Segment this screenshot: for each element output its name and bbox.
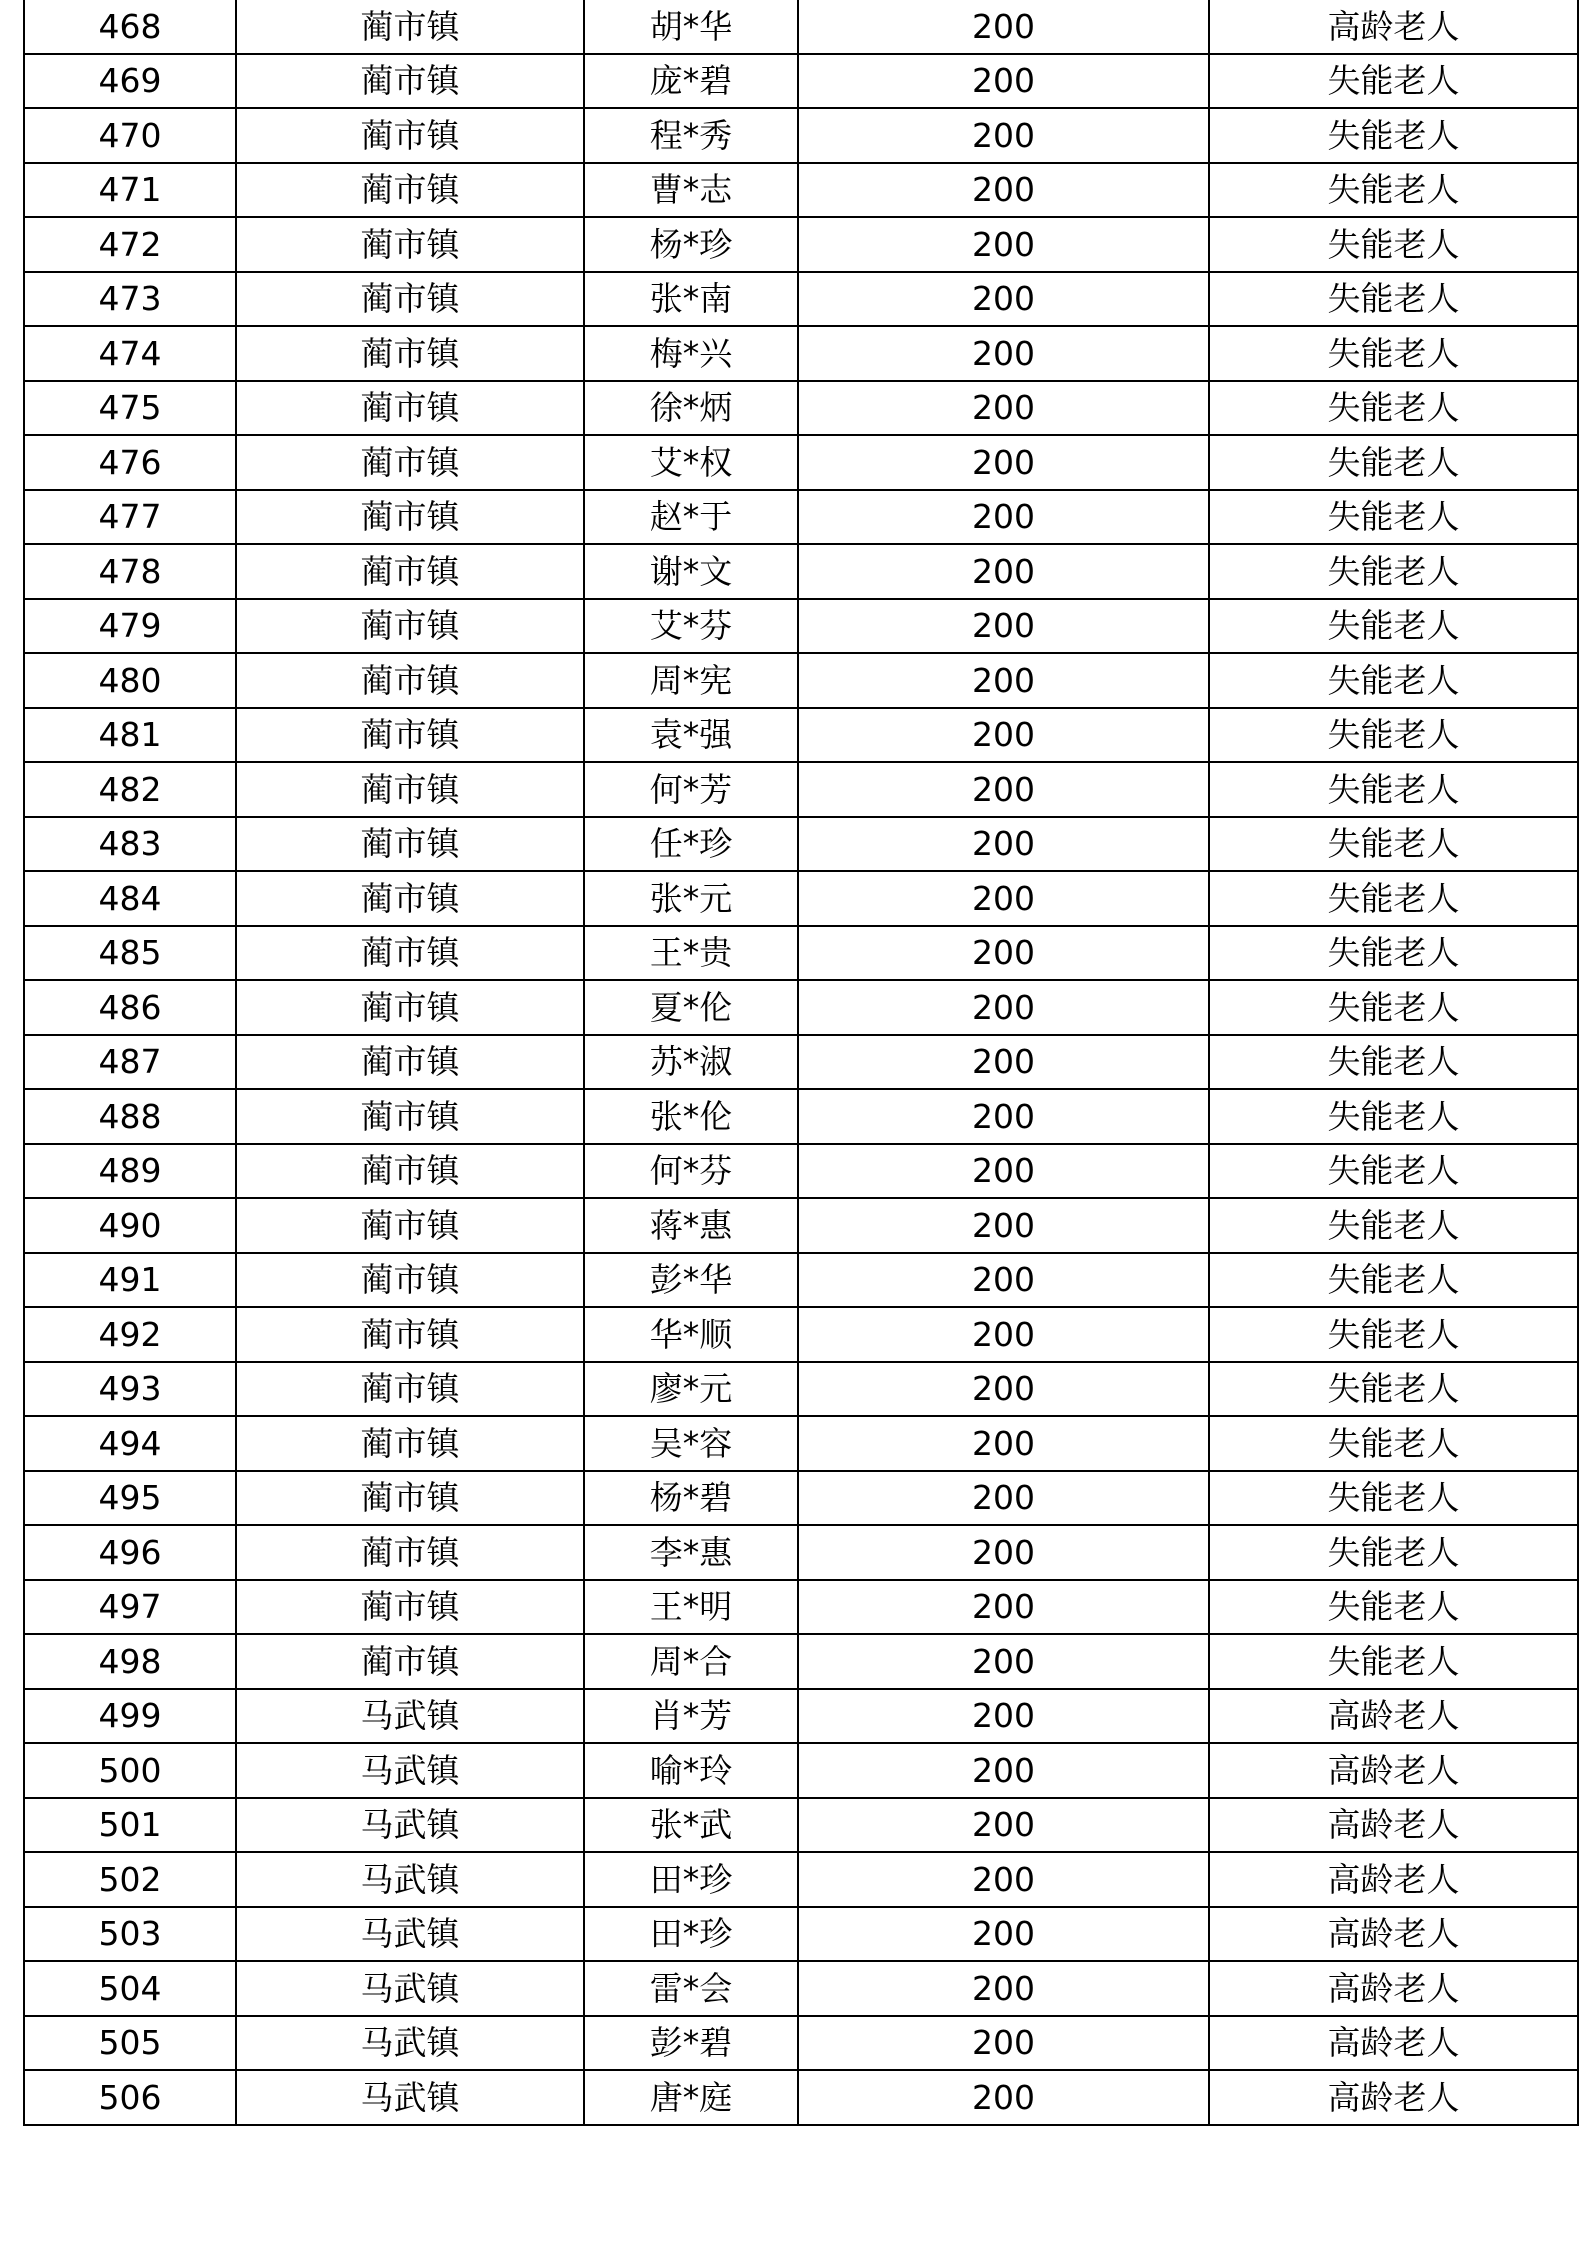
amount-cell: 200 [798,2016,1209,2071]
table-row [24,272,1578,327]
name-cell: 王*贵 [584,926,798,981]
town-cell: 马武镇 [236,1961,584,2016]
table-row [24,544,1578,599]
name-cell: 夏*伦 [584,980,798,1035]
amount-cell: 200 [798,381,1209,436]
amount-cell: 200 [798,435,1209,490]
town-cell: 马武镇 [236,1798,584,1853]
town-cell: 蔺市镇 [236,108,584,163]
amount-cell: 200 [798,653,1209,708]
row-number-cell: 496 [24,1525,236,1580]
category-cell: 失能老人 [1209,272,1578,327]
amount-cell: 200 [798,1798,1209,1853]
name-cell: 赵*于 [584,490,798,545]
row-number-cell: 470 [24,108,236,163]
category-cell: 失能老人 [1209,1035,1578,1090]
row-number-cell: 468 [24,0,236,54]
amount-cell: 200 [798,2070,1209,2125]
row-number-cell: 498 [24,1634,236,1689]
amount-cell: 200 [798,1035,1209,1090]
row-number-cell: 473 [24,272,236,327]
town-cell: 蔺市镇 [236,871,584,926]
name-cell: 华*顺 [584,1307,798,1362]
town-cell: 蔺市镇 [236,54,584,109]
table-row [24,926,1578,981]
name-cell: 喻*玲 [584,1743,798,1798]
table-row [24,1907,1578,1962]
amount-cell: 200 [798,708,1209,763]
town-cell: 蔺市镇 [236,817,584,872]
category-cell: 失能老人 [1209,1416,1578,1471]
town-cell: 蔺市镇 [236,1089,584,1144]
category-cell: 失能老人 [1209,54,1578,109]
table-row [24,1525,1578,1580]
amount-cell: 200 [798,1253,1209,1308]
town-cell: 蔺市镇 [236,926,584,981]
name-cell: 田*珍 [584,1852,798,1907]
name-cell: 何*芳 [584,762,798,817]
town-cell: 蔺市镇 [236,544,584,599]
row-number-cell: 484 [24,871,236,926]
town-cell: 蔺市镇 [236,163,584,218]
category-cell: 失能老人 [1209,871,1578,926]
town-cell: 蔺市镇 [236,272,584,327]
row-number-cell: 495 [24,1471,236,1526]
town-cell: 蔺市镇 [236,1035,584,1090]
table-row [24,1852,1578,1907]
category-cell: 失能老人 [1209,817,1578,872]
category-cell: 高龄老人 [1209,1689,1578,1744]
table-container [23,0,1577,2126]
table-row [24,1743,1578,1798]
category-cell: 失能老人 [1209,217,1578,272]
category-cell: 失能老人 [1209,980,1578,1035]
name-cell: 何*芬 [584,1144,798,1199]
town-cell: 蔺市镇 [236,1198,584,1253]
category-cell: 失能老人 [1209,1253,1578,1308]
name-cell: 曹*志 [584,163,798,218]
amount-cell: 200 [798,1416,1209,1471]
town-cell: 蔺市镇 [236,0,584,54]
name-cell: 周*宪 [584,653,798,708]
town-cell: 马武镇 [236,1689,584,1744]
town-cell: 蔺市镇 [236,490,584,545]
town-cell: 蔺市镇 [236,1471,584,1526]
category-cell: 失能老人 [1209,381,1578,436]
row-number-cell: 482 [24,762,236,817]
category-cell: 失能老人 [1209,1307,1578,1362]
name-cell: 杨*碧 [584,1471,798,1526]
table-row [24,435,1578,490]
row-number-cell: 485 [24,926,236,981]
row-number-cell: 474 [24,326,236,381]
row-number-cell: 494 [24,1416,236,1471]
town-cell: 马武镇 [236,1852,584,1907]
table-row [24,1362,1578,1417]
name-cell: 谢*文 [584,544,798,599]
table-row [24,108,1578,163]
category-cell: 失能老人 [1209,1089,1578,1144]
row-number-cell: 480 [24,653,236,708]
table-row [24,381,1578,436]
name-cell: 彭*碧 [584,2016,798,2071]
category-cell: 失能老人 [1209,926,1578,981]
name-cell: 周*合 [584,1634,798,1689]
table-row [24,1307,1578,1362]
name-cell: 张*南 [584,272,798,327]
category-cell: 失能老人 [1209,1362,1578,1417]
table-row [24,326,1578,381]
amount-cell: 200 [798,1961,1209,2016]
row-number-cell: 497 [24,1580,236,1635]
row-number-cell: 472 [24,217,236,272]
amount-cell: 200 [798,163,1209,218]
town-cell: 蔺市镇 [236,653,584,708]
amount-cell: 200 [798,1743,1209,1798]
category-cell: 失能老人 [1209,435,1578,490]
table-row [24,1580,1578,1635]
table-body [24,0,1578,2125]
category-cell: 高龄老人 [1209,2016,1578,2071]
town-cell: 马武镇 [236,2016,584,2071]
row-number-cell: 504 [24,1961,236,2016]
category-cell: 失能老人 [1209,762,1578,817]
name-cell: 艾*芬 [584,599,798,654]
table-row [24,54,1578,109]
row-number-cell: 477 [24,490,236,545]
category-cell: 失能老人 [1209,163,1578,218]
table-row [24,1089,1578,1144]
category-cell: 失能老人 [1209,1198,1578,1253]
amount-cell: 200 [798,1689,1209,1744]
table-row [24,1689,1578,1744]
name-cell: 田*珍 [584,1907,798,1962]
row-number-cell: 492 [24,1307,236,1362]
category-cell: 失能老人 [1209,599,1578,654]
amount-cell: 200 [798,1144,1209,1199]
row-number-cell: 500 [24,1743,236,1798]
amount-cell: 200 [798,871,1209,926]
row-number-cell: 503 [24,1907,236,1962]
town-cell: 蔺市镇 [236,326,584,381]
table-row [24,1634,1578,1689]
town-cell: 马武镇 [236,1907,584,1962]
table-row [24,708,1578,763]
name-cell: 杨*珍 [584,217,798,272]
amount-cell: 200 [798,1307,1209,1362]
name-cell: 艾*权 [584,435,798,490]
amount-cell: 200 [798,544,1209,599]
row-number-cell: 488 [24,1089,236,1144]
table-row [24,871,1578,926]
table-row [24,0,1578,54]
table-row [24,1798,1578,1853]
row-number-cell: 490 [24,1198,236,1253]
name-cell: 王*明 [584,1580,798,1635]
row-number-cell: 469 [24,54,236,109]
amount-cell: 200 [798,490,1209,545]
town-cell: 蔺市镇 [236,381,584,436]
table-row [24,762,1578,817]
row-number-cell: 501 [24,1798,236,1853]
name-cell: 肖*芳 [584,1689,798,1744]
town-cell: 马武镇 [236,1743,584,1798]
name-cell: 苏*淑 [584,1035,798,1090]
table-row [24,217,1578,272]
row-number-cell: 476 [24,435,236,490]
row-number-cell: 479 [24,599,236,654]
row-number-cell: 483 [24,817,236,872]
table-row [24,1035,1578,1090]
table-row [24,1471,1578,1526]
category-cell: 失能老人 [1209,653,1578,708]
category-cell: 高龄老人 [1209,1961,1578,2016]
town-cell: 蔺市镇 [236,435,584,490]
name-cell: 吴*容 [584,1416,798,1471]
town-cell: 蔺市镇 [236,762,584,817]
amount-cell: 200 [798,1634,1209,1689]
table-row [24,980,1578,1035]
amount-cell: 200 [798,0,1209,54]
row-number-cell: 486 [24,980,236,1035]
table-row [24,1961,1578,2016]
town-cell: 蔺市镇 [236,1253,584,1308]
amount-cell: 200 [798,1362,1209,1417]
town-cell: 蔺市镇 [236,1525,584,1580]
amount-cell: 200 [798,1089,1209,1144]
category-cell: 失能老人 [1209,1144,1578,1199]
town-cell: 蔺市镇 [236,1307,584,1362]
town-cell: 马武镇 [236,2070,584,2125]
table-row [24,1253,1578,1308]
name-cell: 胡*华 [584,0,798,54]
table-row [24,1416,1578,1471]
subsidy-table [23,0,1579,2126]
table-row [24,653,1578,708]
row-number-cell: 471 [24,163,236,218]
row-number-cell: 502 [24,1852,236,1907]
town-cell: 蔺市镇 [236,1416,584,1471]
amount-cell: 200 [798,980,1209,1035]
table-row [24,1198,1578,1253]
name-cell: 梅*兴 [584,326,798,381]
name-cell: 廖*元 [584,1362,798,1417]
category-cell: 高龄老人 [1209,1852,1578,1907]
name-cell: 彭*华 [584,1253,798,1308]
name-cell: 徐*炳 [584,381,798,436]
category-cell: 高龄老人 [1209,1743,1578,1798]
row-number-cell: 489 [24,1144,236,1199]
town-cell: 蔺市镇 [236,599,584,654]
town-cell: 蔺市镇 [236,1144,584,1199]
category-cell: 失能老人 [1209,1634,1578,1689]
category-cell: 失能老人 [1209,108,1578,163]
table-row [24,817,1578,872]
amount-cell: 200 [798,217,1209,272]
amount-cell: 200 [798,762,1209,817]
name-cell: 任*珍 [584,817,798,872]
row-number-cell: 478 [24,544,236,599]
row-number-cell: 481 [24,708,236,763]
row-number-cell: 505 [24,2016,236,2071]
category-cell: 失能老人 [1209,1471,1578,1526]
town-cell: 蔺市镇 [236,980,584,1035]
town-cell: 蔺市镇 [236,1362,584,1417]
amount-cell: 200 [798,1907,1209,1962]
amount-cell: 200 [798,1525,1209,1580]
name-cell: 唐*庭 [584,2070,798,2125]
category-cell: 高龄老人 [1209,0,1578,54]
table-row [24,163,1578,218]
name-cell: 张*元 [584,871,798,926]
name-cell: 庞*碧 [584,54,798,109]
category-cell: 失能老人 [1209,326,1578,381]
amount-cell: 200 [798,599,1209,654]
amount-cell: 200 [798,1471,1209,1526]
category-cell: 失能老人 [1209,1580,1578,1635]
name-cell: 张*武 [584,1798,798,1853]
category-cell: 高龄老人 [1209,1907,1578,1962]
name-cell: 蒋*惠 [584,1198,798,1253]
row-number-cell: 493 [24,1362,236,1417]
amount-cell: 200 [798,54,1209,109]
category-cell: 失能老人 [1209,490,1578,545]
row-number-cell: 487 [24,1035,236,1090]
table-row [24,2070,1578,2125]
town-cell: 蔺市镇 [236,217,584,272]
amount-cell: 200 [798,926,1209,981]
row-number-cell: 475 [24,381,236,436]
name-cell: 张*伦 [584,1089,798,1144]
name-cell: 袁*强 [584,708,798,763]
amount-cell: 200 [798,1580,1209,1635]
amount-cell: 200 [798,1852,1209,1907]
row-number-cell: 491 [24,1253,236,1308]
category-cell: 失能老人 [1209,708,1578,763]
town-cell: 蔺市镇 [236,1580,584,1635]
name-cell: 雷*会 [584,1961,798,2016]
category-cell: 高龄老人 [1209,2070,1578,2125]
row-number-cell: 506 [24,2070,236,2125]
name-cell: 程*秀 [584,108,798,163]
amount-cell: 200 [798,326,1209,381]
amount-cell: 200 [798,817,1209,872]
table-row [24,490,1578,545]
table-row [24,1144,1578,1199]
amount-cell: 200 [798,272,1209,327]
category-cell: 高龄老人 [1209,1798,1578,1853]
row-number-cell: 499 [24,1689,236,1744]
name-cell: 李*惠 [584,1525,798,1580]
town-cell: 蔺市镇 [236,708,584,763]
town-cell: 蔺市镇 [236,1634,584,1689]
table-row [24,2016,1578,2071]
amount-cell: 200 [798,1198,1209,1253]
category-cell: 失能老人 [1209,544,1578,599]
table-row [24,599,1578,654]
amount-cell: 200 [798,108,1209,163]
category-cell: 失能老人 [1209,1525,1578,1580]
